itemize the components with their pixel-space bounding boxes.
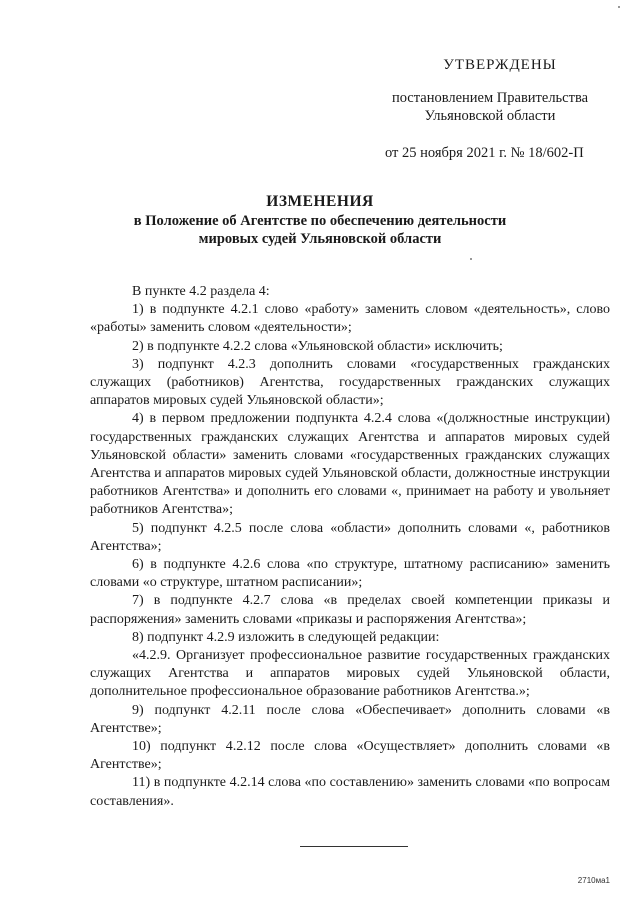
paragraph-item-8: 8) подпункт 4.2.9 изложить в следующей редакции: [132,629,440,645]
paragraph-item-5: 5) подпункт 4.2.5 после слова «области» дополнить словами «, работников Агентства»; [90,520,610,554]
document-subtitle-line-2: мировых судей Ульяновской области [198,231,442,247]
document-body [90,283,610,811]
paragraph-item-9: 9) подпункт 4.2.11 после слова «Обеспечивает» дополнить словами «в Агентстве»; [90,702,610,736]
document-heading [0,192,640,248]
approval-title: УТВЕРЖДЕНЫ [443,57,557,73]
document-subtitle-line-1: в Положение об Агентстве по обеспечению деятельности [133,213,507,229]
approval-block [380,55,600,162]
scan-speck [618,6,620,8]
closing-rule [300,846,408,847]
paragraph-item-1: 1) в подпункте 4.2.1 слово «работу» заменить словом «деятельность», слово «работы» заменить словом «деятельности»; [90,302,610,336]
document-title: ИЗМЕНЕНИЯ [266,193,374,210]
scan-speck [470,258,472,260]
paragraph-intro: В пункте 4.2 раздела 4: [132,284,270,299]
paragraph-quote-4-2-9: «4.2.9. Организует профессиональное развитие государственных гражданских служащих Агентства и аппаратов мировых судей Ульяновской области, дополнительное профессиональное образование работников Агентства.»; [90,648,610,700]
paragraph-item-10: 10) подпункт 4.2.12 после слова «Осуществляет» дополнить словами «в Агентстве»; [90,739,610,773]
paragraph-item-2: 2) в подпункте 4.2.2 слова «Ульяновской области» исключить; [132,338,503,354]
paragraph-item-11: 11) в подпункте 4.2.14 слова «по составлению» заменить словами «по вопросам составления». [90,775,610,809]
approval-date: от 25 ноября 2021 г. № 18/602-П [385,145,584,161]
paragraph-item-7: 7) в подпункте 4.2.7 слова «в пределах своей компетенции приказы и распоряжения» заменить словами «приказы и распоряжения Агентства»; [90,593,610,627]
footer-code: 2710ма1 [577,876,610,885]
approval-line-1: постановлением Правительства [391,90,589,106]
paragraph-item-4: 4) в первом предложении подпункта 4.2.4 слова «(должностные инструкции) государственных гражданских служащих Агентства и аппаратов мировых судей Ульяновской области» заменить словами «государственных гражданских служащих Агентства и аппаратов мировых судей Ульяновской области, должностные инструкции работников Агентства» и дополнить его словами «, принимает на работу и увольняет работников Агентства»; [90,411,610,518]
paragraph-item-3: 3) подпункт 4.2.3 дополнить словами «государственных гражданских служащих (работников) Агентства, государственных гражданских служащих аппаратов мировых судей Ульяновской области»; [90,356,610,409]
approval-line-2: Ульяновской области [424,108,556,124]
paragraph-item-6: 6) в подпункте 4.2.6 слова «по структуре, штатному расписанию» заменить словами «о структуре, штатном расписании»; [90,557,610,591]
